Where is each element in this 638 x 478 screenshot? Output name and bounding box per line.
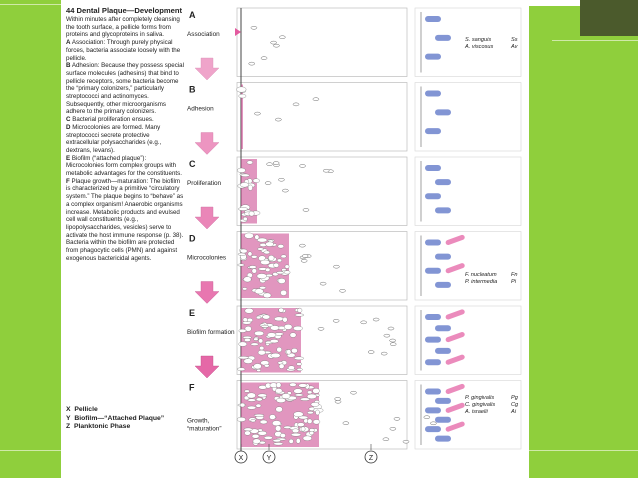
species-abbr: Pi <box>511 279 516 285</box>
bacterium-cell <box>313 420 320 425</box>
bacterium-cell <box>273 263 278 267</box>
bacterium-cell <box>277 259 282 262</box>
bacterium-cell <box>257 369 261 371</box>
bacterium-cell <box>240 403 245 407</box>
free-bacterium <box>403 440 409 443</box>
marker-label-y: Y <box>266 455 272 462</box>
free-bacterium <box>384 334 390 337</box>
free-bacterium <box>368 351 374 354</box>
bacterium-cell <box>281 255 286 258</box>
bacterium-cell <box>245 308 253 313</box>
species-name: P. gingivalis <box>465 395 495 401</box>
bacterium-cell <box>254 364 262 369</box>
bacterium-cell <box>254 414 264 416</box>
species-bacterium <box>425 128 441 134</box>
bacterium-cell <box>297 423 304 427</box>
species-name: F. nucleatum <box>465 272 497 278</box>
bacterium-cell <box>284 271 290 274</box>
free-bacterium <box>261 57 267 60</box>
free-bacterium <box>273 44 279 47</box>
bacterium-cell <box>251 343 259 346</box>
bacterium-cell <box>254 338 258 341</box>
stage-letter-f: F <box>189 382 195 393</box>
free-bacterium <box>249 62 255 65</box>
bacterium-cell <box>258 431 267 435</box>
bacterium-cell <box>252 269 257 274</box>
free-bacterium <box>299 244 305 247</box>
species-bacterium <box>435 325 451 331</box>
free-bacterium <box>373 318 379 321</box>
bacterium-cell <box>244 431 250 435</box>
bacterium-cell <box>251 255 257 258</box>
species-bacterium-pink <box>445 354 466 366</box>
free-bacterium <box>300 164 306 167</box>
free-bacterium <box>394 417 400 420</box>
species-bacterium-pink <box>445 234 466 246</box>
bacterium-cell <box>309 428 314 431</box>
bacterium-cell <box>258 394 267 397</box>
bacterium-cell <box>265 268 270 272</box>
free-bacterium <box>381 352 387 355</box>
free-bacterium <box>273 162 279 165</box>
stage-label-a: Association <box>187 31 220 38</box>
stage-letter-a: A <box>189 10 196 20</box>
textbook-page <box>61 0 529 478</box>
bacterium-cell <box>243 318 248 322</box>
bacterium-cell <box>283 317 288 322</box>
stage-arrow <box>195 282 219 304</box>
bacterium-cell <box>280 433 286 437</box>
bacterium-cell <box>296 363 301 366</box>
free-bacterium <box>335 400 341 403</box>
bacterium-cell <box>293 326 302 331</box>
bacterium-cell <box>307 394 317 399</box>
bacterium-cell <box>277 347 282 352</box>
bacterium-cell <box>294 357 304 360</box>
bacterium-cell <box>257 273 267 278</box>
bacterium-cell <box>261 325 269 327</box>
bacterium-cell <box>251 419 256 422</box>
bacterium-cell <box>290 333 296 338</box>
pellicle-marker <box>235 28 241 36</box>
species-abbr: Fn <box>511 272 518 278</box>
stage-arrow <box>195 207 219 229</box>
bacterium-cell <box>296 438 300 443</box>
bacterium-cell <box>244 233 253 239</box>
free-bacterium <box>333 319 339 322</box>
bacterium-cell <box>289 439 294 443</box>
species-name: P. intermedia <box>465 279 498 285</box>
species-abbr: Pg <box>511 395 518 401</box>
free-bacterium <box>282 189 288 192</box>
legend-item-y: Y Biofilm—“Attached Plaque” <box>66 414 165 422</box>
bacterium-cell <box>242 321 251 324</box>
bacterium-cell <box>248 185 253 191</box>
slide-decorative-block <box>580 0 638 36</box>
legend <box>66 406 186 432</box>
bacterium-cell <box>255 289 264 294</box>
free-bacterium <box>278 178 284 181</box>
free-bacterium <box>271 41 277 44</box>
species-bacterium-pink <box>445 262 466 274</box>
bacterium-cell <box>238 264 245 266</box>
bacterium-cell <box>285 265 289 269</box>
free-bacterium <box>335 397 341 400</box>
bacterium-cell <box>282 393 290 398</box>
bacterium-cell <box>244 277 252 282</box>
bacterium-cell <box>242 287 246 290</box>
bacterium-cell <box>240 182 248 187</box>
bacterium-cell <box>244 390 249 393</box>
free-bacterium <box>303 208 309 211</box>
bacterium-cell <box>288 366 294 370</box>
species-bacterium <box>425 389 441 395</box>
species-bacterium <box>435 35 451 41</box>
free-bacterium <box>333 265 339 268</box>
stage-label-c: Proliferation <box>187 180 222 187</box>
bacterium-cell <box>295 394 303 396</box>
bacterium-cell <box>307 419 312 424</box>
species-bacterium <box>425 337 441 343</box>
bacterium-cell <box>313 388 320 393</box>
bacterium-cell <box>311 402 319 406</box>
free-bacterium <box>323 169 329 172</box>
species-bacterium <box>425 91 441 97</box>
bacterium-cell <box>239 342 247 347</box>
bacterium-cell <box>248 399 256 402</box>
bacterium-cell <box>291 348 297 353</box>
bacterium-cell <box>278 278 285 283</box>
stage-label-e: Biofilm formation <box>187 329 235 336</box>
free-bacterium <box>388 327 394 330</box>
bacterium-cell <box>260 420 267 424</box>
bacterium-cell <box>276 407 283 412</box>
stage-frame-c <box>237 157 407 226</box>
species-name: C. gingivalis <box>465 402 496 408</box>
bacterium-cell <box>264 364 269 367</box>
bacterium-cell <box>237 368 245 371</box>
bacterium-cell <box>267 333 276 338</box>
text-item-b: B Adhesion: Because they possess special surface molecules (adhesins) that bind to pellicle receptors, some bacteria become the “primary colonizers,” particularly streptococci and actinomyces. Subsequently, other microorganisms adhere to the primary colonizers. <box>66 62 184 116</box>
stage-label-d: Microcolonies <box>187 254 227 262</box>
bacterium-cell <box>247 393 256 398</box>
species-abbr: Cg <box>511 402 519 408</box>
bacterium-cell <box>243 217 247 221</box>
bacterium-cell <box>270 325 279 330</box>
species-abbr: Av <box>511 44 518 50</box>
species-bacterium <box>425 193 441 199</box>
stage-letter-c: C <box>189 159 196 169</box>
bacterium-cell <box>284 426 292 429</box>
bacterium-cell <box>271 353 280 358</box>
text-item-e: E Biofilm (“attached plaque”): Microcolonies form complex groups with metabolic advantages for the constituents. <box>66 154 182 178</box>
marker-label-x: X <box>238 455 244 462</box>
species-abbr: Ai <box>511 409 516 415</box>
bacterium-cell <box>248 252 252 256</box>
bacterium-cell <box>241 174 249 177</box>
species-bacterium <box>425 240 441 246</box>
bacterium-cell <box>291 433 301 436</box>
stage-label-b: Adhesion <box>187 105 214 113</box>
legend-item-x: X Pellicle <box>66 406 98 413</box>
bacterium-cell <box>303 436 312 441</box>
free-bacterium <box>302 255 308 258</box>
legend-item-z: Z Planktonic Phase <box>66 423 131 430</box>
species-bacterium-pink <box>445 331 466 343</box>
bacterium-cell <box>292 429 299 433</box>
species-name: S. sanguis <box>465 37 492 43</box>
text-item-c: C Bacterial proliferation ensues. <box>66 116 154 124</box>
species-bacterium <box>435 109 451 115</box>
bacterium-cell <box>274 317 283 321</box>
bacterium-cell <box>286 350 291 355</box>
bacterium-cell <box>256 404 261 407</box>
free-bacterium <box>390 343 396 346</box>
bacterium-cell <box>244 428 252 431</box>
slide-background-left <box>0 0 60 478</box>
bacterium-cell <box>272 421 281 426</box>
bacterium-cell <box>238 253 246 256</box>
free-bacterium <box>383 438 389 441</box>
bacterium-cell <box>263 293 271 298</box>
bacterium-cell <box>240 249 247 253</box>
stage-frame-a <box>237 8 407 77</box>
bacterium-cell <box>259 346 264 350</box>
free-bacterium <box>267 163 273 166</box>
species-bacterium <box>425 165 441 171</box>
free-bacterium <box>430 422 436 425</box>
stage-arrow <box>195 133 219 155</box>
bacterium-cell <box>264 251 270 254</box>
species-bacterium <box>425 407 441 413</box>
species-bacterium <box>435 348 451 354</box>
bacterium-cell <box>257 248 263 251</box>
bacterium-cell <box>299 416 308 419</box>
species-bacterium-pink <box>445 309 466 321</box>
species-bacterium <box>425 314 441 320</box>
free-bacterium <box>254 112 260 115</box>
species-bacterium <box>425 54 441 60</box>
bacterium-cell <box>294 389 303 394</box>
free-bacterium <box>313 98 319 101</box>
species-name: A. israelii <box>465 409 488 415</box>
free-bacterium <box>275 118 281 121</box>
bacterium-cell <box>243 336 252 339</box>
bacterium-cell <box>237 87 247 93</box>
stage-letter-b: B <box>189 84 196 95</box>
free-bacterium <box>340 289 346 292</box>
species-abbr: Ss <box>511 37 518 43</box>
free-bacterium <box>424 416 430 419</box>
bacterium-cell <box>244 338 251 341</box>
marker-label-z: Z <box>368 455 374 462</box>
bacterium-cell <box>258 350 265 355</box>
species-bacterium-pink <box>445 383 466 395</box>
species-bacterium <box>425 426 441 432</box>
species-name: A. viscosus <box>465 44 494 50</box>
stage-label-f: Growth, <box>187 417 210 425</box>
free-bacterium <box>343 422 349 425</box>
text-item-a: A Association: Through purely physical forces, bacteria associate loosely with the pellicle. <box>66 39 181 62</box>
text-item-f: F Plaque growth—maturation: The biofilm is characterized by a primitive “circulatory system.” The plaque begins to “behave” as a complex organism! Anaerobic organisms increase. Metabolic products and evulsed cell wall constituents (e.g., lipopolysaccharides, vesicles) serve to activate the host immune response (p. 38). Bacteria within the biofilm are protected from phagocytic cells (PMN) and against exogenous bactericidal agents. <box>66 177 184 262</box>
bacterium-cell <box>275 388 282 393</box>
free-bacterium <box>251 26 257 29</box>
free-bacterium <box>390 339 396 342</box>
bacterium-cell <box>254 331 263 336</box>
bacterium-cell <box>239 329 246 332</box>
bacterium-cell <box>297 308 302 312</box>
bacterium-cell <box>269 415 275 420</box>
free-bacterium <box>390 427 396 430</box>
text-item-d: D Microcolonies are formed. Many streptococci secrete protective extracellular polysaccharides (e.g., dextrans, levans). <box>66 123 162 154</box>
stage-arrow <box>195 356 219 378</box>
species-bacterium <box>435 179 451 185</box>
bacterium-cell <box>258 339 262 343</box>
bacterium-cell <box>266 242 274 247</box>
bacterium-cell <box>295 314 304 317</box>
bacterium-cell <box>275 426 281 432</box>
page-title: 44 Dental Plaque—Development <box>66 6 183 15</box>
free-bacterium <box>361 321 367 324</box>
bacterium-cell <box>256 316 261 319</box>
intro-paragraph: Within minutes after completely cleansing the tooth surface, a pellicle forms from proteins and glycoproteins in saliva. <box>66 16 180 39</box>
species-bacterium <box>435 207 451 213</box>
text-panel <box>66 6 184 263</box>
bacterium-cell <box>249 266 256 269</box>
stage-frame-b <box>237 83 407 152</box>
bacterium-cell <box>252 434 259 438</box>
stage-arrow <box>195 58 219 80</box>
bacterium-cell <box>268 255 274 260</box>
free-bacterium <box>350 391 356 394</box>
free-bacterium <box>265 182 271 185</box>
bacterium-cell <box>238 207 247 210</box>
bacterium-cell <box>297 368 303 371</box>
bacterium-cell <box>280 290 286 295</box>
bacterium-cell <box>278 244 284 248</box>
bacterium-cell <box>279 308 284 312</box>
bacterium-cell <box>247 406 256 409</box>
bacterium-cell <box>315 410 319 415</box>
stage-label-f: “maturation” <box>187 425 222 433</box>
plaque-development-diagram <box>185 4 525 476</box>
species-bacterium <box>435 417 451 423</box>
bacterium-cell <box>256 398 262 401</box>
stage-letter-e: E <box>189 308 196 318</box>
species-bacterium <box>435 254 451 260</box>
stage-letter-d: D <box>189 233 196 244</box>
bacterium-cell <box>249 211 254 216</box>
bacterium-cell <box>239 94 246 98</box>
bacterium-cell <box>237 168 245 173</box>
bacterium-cell <box>289 383 296 387</box>
free-bacterium <box>318 327 324 330</box>
bacterium-cell <box>284 324 292 329</box>
free-bacterium <box>320 282 326 285</box>
bacterium-cell <box>260 260 269 265</box>
bacterium-cell <box>244 359 253 364</box>
bacterium-cell <box>253 179 260 183</box>
free-bacterium <box>293 103 299 106</box>
species-bacterium <box>425 268 441 274</box>
bacterium-cell <box>253 439 261 444</box>
bacterium-cell <box>279 364 284 369</box>
bacterium-cell <box>307 411 313 414</box>
bacterium-cell <box>270 339 279 343</box>
bacterium-cell <box>255 235 259 240</box>
free-bacterium <box>301 259 307 262</box>
free-bacterium <box>279 36 285 39</box>
bacterium-cell <box>301 427 305 431</box>
species-bacterium <box>435 436 451 442</box>
bacterium-cell <box>299 384 308 388</box>
bacterium-cell <box>264 436 272 439</box>
bacterium-cell <box>259 286 266 289</box>
bacterium-cell <box>237 417 246 421</box>
species-bacterium <box>425 359 441 365</box>
bacterium-cell <box>262 315 269 319</box>
bacterium-cell <box>273 439 281 442</box>
bacterium-cell <box>276 383 281 388</box>
bacterium-cell <box>274 442 283 445</box>
slide-decorative-line <box>552 40 638 41</box>
bacterium-cell <box>276 271 283 274</box>
bacterium-cell <box>247 161 253 165</box>
bacterium-cell <box>307 391 312 394</box>
species-bacterium <box>435 398 451 404</box>
species-bacterium <box>425 16 441 22</box>
species-bacterium <box>435 282 451 288</box>
